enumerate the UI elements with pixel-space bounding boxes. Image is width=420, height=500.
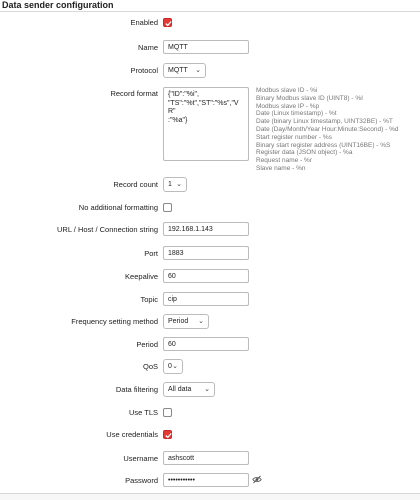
section-title: Data sender configuration [0,0,420,12]
chevron-down-icon: ⌄ [195,67,201,74]
qos-label: QoS [142,362,158,371]
record-count-label: Record count [113,180,158,189]
protocol-select[interactable] [163,63,206,78]
period-label: Period [136,340,158,349]
chevron-down-icon: ⌄ [176,181,182,188]
record-count-select[interactable] [163,177,187,192]
username-label: Username [123,454,158,463]
port-input[interactable]: 1883 [163,246,249,260]
check-icon [164,19,173,28]
use-tls-label: Use TLS [128,408,158,417]
hint-item: Modbus slave IP - %p [256,102,320,110]
record-format-label: Record format [110,89,158,98]
no-additional-formatting-checkbox[interactable] [163,203,172,212]
port-label: Port [144,249,158,258]
record-format-textarea[interactable]: {"ID":"%i", "TS":"%t","ST":"%s","VR" :"%a"} [163,87,249,161]
qos-select-value: 0 [168,363,172,370]
hint-item: Start register number - %s [256,133,332,141]
hint-item: Binary Modbus slave ID (UINT8) - %I [256,94,363,102]
protocol-select-value: MQTT [168,67,188,74]
name-input[interactable]: MQTT [163,40,249,54]
hint-item: Binary start register address (UINT16BE) - %S [256,141,391,149]
topic-label: Topic [140,295,158,304]
eye-slash-icon[interactable] [252,475,262,486]
frequency-method-select-value: Period [168,318,189,325]
record-format-hints [256,87,398,173]
use-tls-checkbox[interactable] [163,408,172,417]
protocol-label: Protocol [130,66,158,75]
frequency-method-select[interactable] [163,314,209,329]
use-credentials-label: Use credentials [106,430,158,439]
password-input[interactable]: ••••••••••• [163,473,249,487]
no-additional-formatting-label: No additional formatting [78,203,158,212]
enabled-label: Enabled [130,18,158,27]
enabled-checkbox[interactable] [163,18,172,27]
data-filtering-select[interactable] [163,382,215,397]
keepalive-input[interactable]: 60 [163,269,249,283]
chevron-down-icon: ⌄ [198,318,204,325]
hint-item: Date (binary Linux timestamp, UINT32BE) - %T [256,118,393,126]
chevron-down-icon: ⌄ [172,363,178,370]
data-filtering-label: Data filtering [115,385,158,394]
data-filtering-select-value: All data [168,386,192,393]
use-credentials-checkbox[interactable] [163,430,172,439]
password-label: Password [125,476,158,485]
username-input[interactable]: ashscott [163,451,249,465]
record-count-select-value: 1 [168,181,172,188]
hint-item: Slave name - %n [256,164,306,172]
keepalive-label: Keepalive [125,272,158,281]
frequency-method-label: Frequency setting method [71,317,158,326]
hint-item: Modbus slave ID - %i [256,87,318,94]
bottom-divider [0,493,420,500]
topic-input[interactable]: cip [163,292,249,306]
check-icon [164,431,173,440]
qos-select[interactable] [163,359,183,374]
period-input[interactable]: 60 [163,337,249,351]
name-label: Name [137,43,158,52]
hint-item: Request name - %r [256,157,312,165]
hint-item: Date (Day/Month/Year Hour:Minute:Second) - %d [256,125,399,133]
hint-item: Date (Linux timestamp) - %t [256,110,337,118]
chevron-down-icon: ⌄ [204,386,210,393]
hint-item: Register data (JSON object) - %a [256,149,353,157]
url-label: URL / Host / Connection string [56,225,158,234]
url-input[interactable]: 192.168.1.143 [163,222,249,236]
